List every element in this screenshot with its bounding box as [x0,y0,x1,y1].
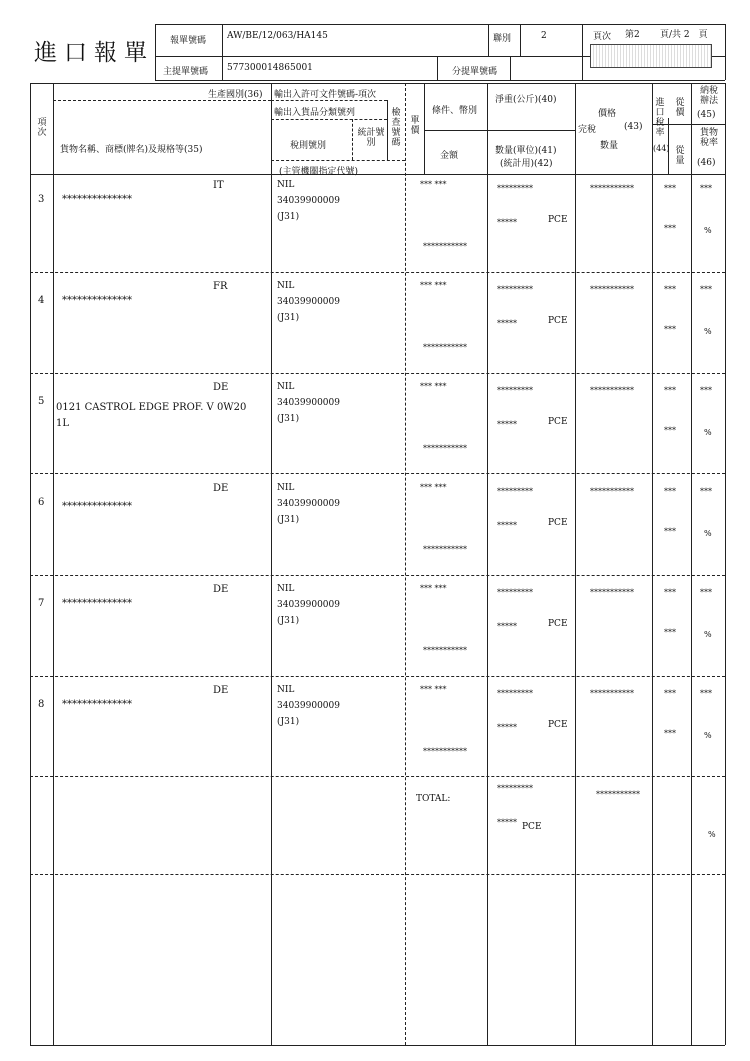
col-customs-value-header: 完稅 [578,125,597,135]
row-code: (J31) [277,414,300,424]
row-rate-specific: *** [664,224,676,233]
row-pct: % [704,731,712,740]
col-customs-price-header: 價格 [598,109,617,119]
row-amount: *********** [423,545,467,554]
col-ad-valorem-header: 從價 [675,98,685,118]
row-amount: *********** [423,747,467,756]
col-value-no: (43) [624,122,643,132]
col-amount-header: 金額 [440,151,459,161]
row-origin: DE [213,483,229,494]
house-bl-label: 分提單號碼 [452,67,498,77]
row-rate-ad-valorem: *** [664,487,676,496]
table-row [0,483,750,573]
row-tariff: 34039900009 [277,196,340,206]
row-rate-ad-valorem: *** [664,285,676,294]
row-tax-method: *** [700,386,712,395]
row-code: (J31) [277,616,300,626]
row-unit: PCE [548,720,568,730]
row-weight: ********* [497,285,533,294]
row-item-no: 8 [38,699,45,710]
form-title: 進口報單 [34,40,154,66]
row-qty: ***** [497,521,517,530]
row-qty: ***** [497,420,517,429]
row-rate-specific: *** [664,527,676,536]
col-item-header: 項次 [37,118,47,138]
row-rate-ad-valorem: *** [664,386,676,395]
col-terms-header: 條件、幣別 [432,106,478,116]
row-tariff: 34039900009 [277,600,340,610]
col-import-rate-header: 進口稅率 [655,98,665,138]
col-origin-header: 生產國別(36) [208,90,263,100]
total-weight: ********* [497,784,533,793]
row-rate-specific: *** [664,426,676,435]
row-value: *********** [590,386,634,395]
master-bl-no: 577300014865001 [227,63,313,73]
row-origin: IT [213,180,224,191]
row-item-no: 4 [38,295,45,306]
row-code: (J31) [277,313,300,323]
table-row [0,382,750,472]
col-tax-method-header: 納稅辦法 [699,86,718,106]
row-goods: 0121 CASTROL EDGE PROF. V 0W20 [56,402,247,413]
row-code: (J31) [277,717,300,727]
row-terms: *** *** [420,584,447,593]
row-rate-ad-valorem: *** [664,588,676,597]
table-row [0,584,750,674]
row-goods: ************** [62,295,132,306]
row-permit: NIL [277,483,295,493]
total-qty: ***** [497,818,517,827]
row-weight: ********* [497,487,533,496]
col-customs-qty-header: 數量 [600,141,619,151]
col-tariff-header: 稅則號別 [290,141,327,151]
row-amount: *********** [423,242,467,251]
col-stat-unit-header: (統計用)(42) [500,159,553,169]
row-amount: *********** [423,646,467,655]
row-qty: ***** [497,218,517,227]
row-goods: ************** [62,699,132,710]
row-permit: NIL [277,180,295,190]
table-row [0,685,750,775]
row-code: (J31) [277,212,300,222]
total-value: *********** [596,790,640,799]
col-specific-header: 從量 [675,146,685,166]
row-origin: DE [213,584,229,595]
stamp-mark [590,44,712,68]
table-row [0,180,750,270]
row-value: *********** [590,487,634,496]
row-qty: ***** [497,319,517,328]
row-rate-specific: *** [664,325,676,334]
row-permit: NIL [277,685,295,695]
declaration-no-label: 報單號碼 [170,36,207,46]
row-tax-method: *** [700,689,712,698]
row-weight: ********* [497,588,533,597]
row-rate-ad-valorem: *** [664,184,676,193]
declaration-no: AW/BE/12/063/HA145 [227,31,328,41]
row-origin: DE [213,685,229,696]
table-row [0,281,750,371]
row-code: (J31) [277,515,300,525]
row-pct: % [704,226,712,235]
row-tariff: 34039900009 [277,297,340,307]
total-pct: % [708,830,716,839]
row-permit: NIL [277,584,295,594]
row-rate-specific: *** [664,628,676,637]
row-unit: PCE [548,417,568,427]
row-tax-method: *** [700,285,712,294]
row-item-no: 7 [38,598,45,609]
col-classification-header: 輸出入貨品分類號列 [274,108,356,118]
col-net-weight-header: 淨重(公斤)(40) [495,95,557,105]
col-unit-price-header: 單價 [410,116,420,136]
col-goods-header: 貨物名稱、商標(牌名)及規格等(35) [60,145,203,155]
row-tax-method: *** [700,184,712,193]
row-value: *********** [590,689,634,698]
row-terms: *** *** [420,483,447,492]
row-unit: PCE [548,215,568,225]
row-permit: NIL [277,382,295,392]
row-goods-line2: 1L [56,418,70,429]
page-total: 頁/共 2 頁 [660,30,708,40]
row-weight: ********* [497,689,533,698]
row-pct: % [704,630,712,639]
row-terms: *** *** [420,180,447,189]
col-quantity-header: 數量(單位)(41) [495,146,557,156]
row-pct: % [704,529,712,538]
row-qty: ***** [497,723,517,732]
row-origin: FR [213,281,228,292]
col-stat-header: 統計號別 [357,128,385,148]
row-pct: % [704,327,712,336]
row-amount: *********** [423,343,467,352]
copy-label: 聯別 [493,34,512,44]
row-goods: ************** [62,501,132,512]
row-value: *********** [590,588,634,597]
row-terms: *** *** [420,685,447,694]
row-amount: *********** [423,444,467,453]
row-rate-ad-valorem: *** [664,689,676,698]
row-pct: % [704,428,712,437]
row-item-no: 3 [38,194,45,205]
page-label: 頁次 [593,32,612,42]
master-bl-label: 主提單號碼 [163,67,209,77]
col-tax-method-no: (45) [697,110,716,120]
row-unit: PCE [548,619,568,629]
total-unit: PCE [522,822,542,832]
row-value: *********** [590,285,634,294]
copy-no: 2 [541,31,547,41]
row-rate-specific: *** [664,729,676,738]
row-origin: DE [213,382,229,393]
row-weight: ********* [497,184,533,193]
row-tariff: 34039900009 [277,398,340,408]
row-terms: *** *** [420,281,447,290]
row-value: *********** [590,184,634,193]
row-unit: PCE [548,518,568,528]
row-item-no: 6 [38,497,45,508]
row-item-no: 5 [38,396,45,407]
row-permit: NIL [277,281,295,291]
row-tax-method: *** [700,588,712,597]
row-goods: ************** [62,598,132,609]
total-label: TOTAL: [416,794,451,804]
col-commodity-tax-no: (46) [697,158,716,168]
row-weight: ********* [497,386,533,395]
row-tariff: 34039900009 [277,499,340,509]
col-permit-header: 輸出入許可文件號碼-項次 [274,90,377,100]
row-terms: *** *** [420,382,447,391]
row-tax-method: *** [700,487,712,496]
col-commodity-tax-header: 貨物稅率 [699,128,718,148]
row-qty: ***** [497,622,517,631]
row-unit: PCE [548,316,568,326]
col-inspection-header: 檢查號碼 [391,108,401,148]
col-agency-code-header: (主管機關指定代號) [279,167,359,177]
row-tariff: 34039900009 [277,701,340,711]
row-goods: ************** [62,194,132,205]
total-row [0,784,750,874]
col-import-rate-no: (44) [653,144,670,153]
page-current: 第2 [625,30,640,40]
